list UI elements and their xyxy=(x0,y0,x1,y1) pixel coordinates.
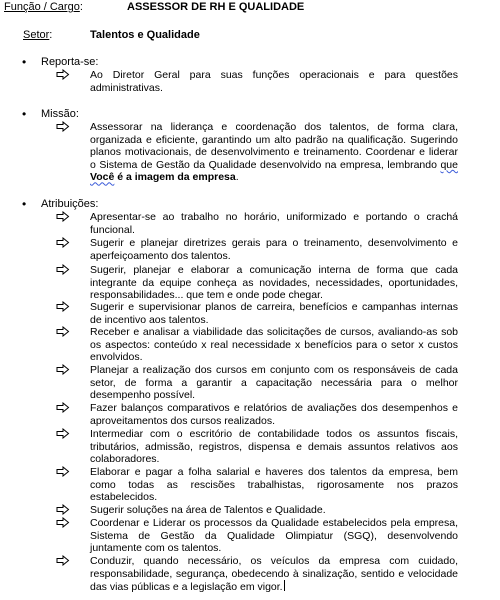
list-item xyxy=(56,69,458,94)
item-text: Sugerir e supervisionar planos de carreira, benefícios e campanhas internas de incentivo aos talentos. xyxy=(90,301,458,326)
job-title-row xyxy=(4,1,305,13)
hollow-arrow-icon xyxy=(56,466,70,477)
sector-colon: : xyxy=(49,29,53,41)
job-title-label: Função / Cargo xyxy=(4,1,80,13)
text-cursor xyxy=(284,580,285,591)
hollow-arrow-icon xyxy=(56,264,70,275)
mission-text-bold: é a imagem da empresa xyxy=(114,171,236,184)
hollow-arrow-icon xyxy=(56,555,70,566)
list-item xyxy=(56,301,458,326)
item-text: Receber e analisar a viabilidade das solicitações de cursos, avaliando-as sob os aspectos: conteúdo x real necessidade x benefícios para o setor x custos envolvidos. xyxy=(90,326,458,364)
sector-row xyxy=(23,29,200,41)
spellcheck-word: que xyxy=(440,158,458,171)
item-text: Elaborar e pagar a folha salarial e haveres dos talentos da empresa, bem como todas as rescisões trabalhistas, rigorosamente nos prazos estabelecidos. xyxy=(90,466,458,504)
hollow-arrow-icon xyxy=(56,211,70,222)
list-item xyxy=(56,211,458,236)
hollow-arrow-icon xyxy=(56,237,70,248)
bullet-dot-icon: • xyxy=(22,107,27,121)
list-item xyxy=(56,428,458,466)
item-text: Sugerir soluções na área de Talentos e Qualidade. xyxy=(90,504,326,516)
hollow-arrow-icon xyxy=(56,402,70,413)
list-item xyxy=(56,121,458,184)
hollow-arrow-icon xyxy=(56,121,70,132)
item-text: Ao Diretor Geral para suas funções operacionais e para questões administrativas. xyxy=(90,69,458,94)
list-item xyxy=(56,504,458,517)
list-item xyxy=(56,364,458,402)
item-text xyxy=(90,555,458,594)
job-title-colon: : xyxy=(79,1,83,13)
hollow-arrow-icon xyxy=(56,69,70,80)
mission-text xyxy=(90,121,458,184)
sector-value: Talentos e Qualidade xyxy=(90,29,200,41)
hollow-arrow-icon xyxy=(56,428,70,439)
list-item xyxy=(56,402,458,427)
hollow-arrow-icon xyxy=(56,517,70,528)
sector-label: Setor xyxy=(23,29,50,41)
list-item xyxy=(56,326,458,364)
hollow-arrow-icon xyxy=(56,504,70,515)
item-text: Sugerir, planejar e elaborar a comunicação interna de forma que cada integrante da equipe conheça as novidades, necessidades, oportunidades, responsabilidades... que tem e onde pode chegar. xyxy=(90,264,458,302)
list-item xyxy=(56,264,458,302)
list-item xyxy=(56,555,458,594)
section-title-atribuicoes: Atribuições: xyxy=(41,198,99,210)
hollow-arrow-icon xyxy=(56,364,70,375)
list-item xyxy=(56,237,458,262)
item-text-content: Conduzir, quando necessário, os veículos da empresa com cuidado, responsabilidade, segurança, obedecendo à sinalização, sentido e velocidade das vias públicas e a legislação em vigor. xyxy=(90,555,458,594)
item-text: Apresentar-se ao trabalho no horário, uniformizado e portando o crachá funcional. xyxy=(90,211,458,236)
item-text: Intermediar com o escritório de contabilidade todos os assuntos fiscais, tributários, admissão, registros, dispensa e demais assuntos relativos aos colaboradores. xyxy=(90,428,458,466)
item-text: Coordenar e Liderar os processos da Qualidade estabelecidos pela empresa, Sistema de Gestão da Qualidade Olimpiatur (SGQ), desenvolvendo juntamente com os talentos. xyxy=(90,517,458,555)
hollow-arrow-icon xyxy=(56,326,70,337)
job-title-value: ASSESSOR DE RH E QUALIDADE xyxy=(127,1,305,13)
item-text: Fazer balanços comparativos e relatórios de avaliações dos desempenhos e aproveitamentos dos cursos realizados. xyxy=(90,402,458,427)
bullet-dot-icon: • xyxy=(22,197,27,211)
section-title-missao: Missão: xyxy=(41,108,79,120)
section-title-reporta: Reporta-se: xyxy=(41,56,99,68)
item-text: Sugerir e planejar diretrizes gerais para o treinamento, desenvolvimento e aperfeiçoamento dos talentos. xyxy=(90,237,458,262)
list-item xyxy=(56,517,458,555)
mission-text-main: Assessorar na liderança e coordenação dos talentos, de forma clara, organizada e eficiente, garantindo um alto padrão na qualificação. Sugerindo planos motivacionais, de desenvolvimento e treinamento. Coordenar e liderar o Sistema de Gestão da Qualidade desenvolvido na empresa, lembrando xyxy=(90,121,458,171)
spellcheck-word: Você xyxy=(90,171,115,184)
item-text: Planejar a realização dos cursos em conjunto com os responsáveis de cada setor, de forma a garantir a capacitação necessária para o melhor desempenho possível. xyxy=(90,364,458,402)
hollow-arrow-icon xyxy=(56,301,70,312)
bullet-dot-icon: • xyxy=(22,55,27,69)
list-item xyxy=(56,466,458,504)
mission-text-end: . xyxy=(235,171,239,184)
